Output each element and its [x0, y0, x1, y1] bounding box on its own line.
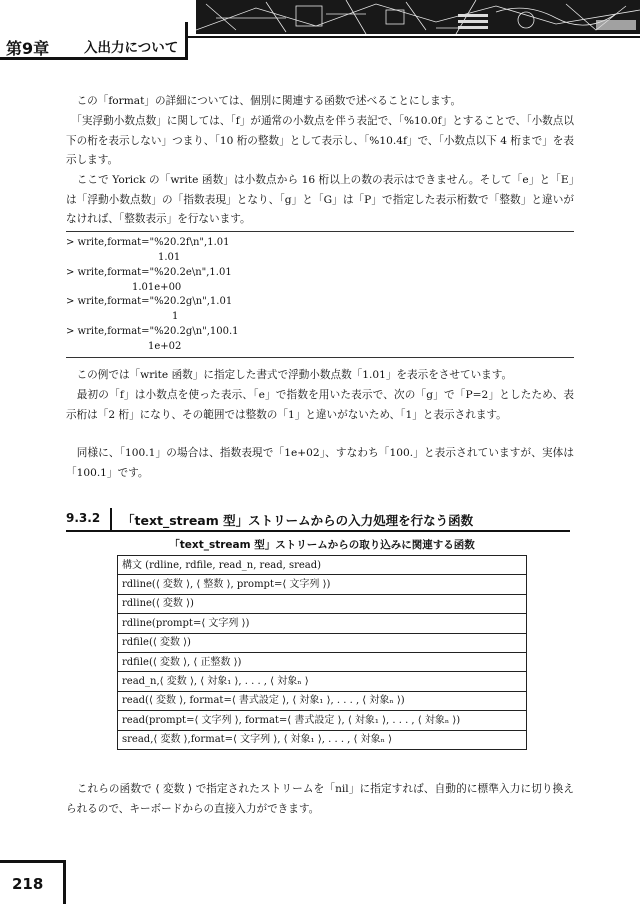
code-command-line: > write,format="%20.2e\n",1.01 [66, 267, 232, 278]
table-cell: read(⟨ 変数 ⟩, format=⟨ 書式設定 ⟩, ⟨ 対象₁ ⟩, . . . , ⟨ 対象ₙ ⟩) [118, 691, 527, 710]
table-cell: rdline(⟨ 変数 ⟩) [118, 594, 527, 613]
paragraph-format-result: 最初の「f」は小数点を使った表示、「e」で指数を用いた表示で、次の「g」で「P=2」としたため、表示桁は「2 桁」になり、その範囲では整数の「1」と違いがないため、「1」と表示されます。 [66, 389, 574, 421]
paragraph-format-intro: この「format」の詳細については、個別に関連する函数で述べることにします。 [66, 95, 462, 107]
paragraph-write-limits: ここで Yorick の「write 函数」は小数点から 16 桁以上の数の表示はできません。そして「e」と「E」は「浮動小数点数」の「指数表現」となり、「g」と「G」は「P」で指定した表示桁数で「整数」と違いがなければ、「整数表示」を行ないます。 [66, 174, 574, 226]
section-divider [110, 508, 112, 530]
page-number-box [0, 860, 66, 904]
section-number: 9.3.2 [66, 511, 101, 525]
code-command-line: > write,format="%20.2g\n",100.1 [66, 326, 239, 337]
table-cell: sread,⟨ 変数 ⟩,format=⟨ 文字列 ⟩, ⟨ 対象₁ ⟩, . . . , ⟨ 対象ₙ ⟩ [118, 730, 527, 749]
code-command-line: > write,format="%20.2f\n",1.01 [66, 237, 230, 248]
page-number: 218 [12, 875, 44, 893]
table-cell: rdline(⟨ 変数 ⟩, ⟨ 整数 ⟩, prompt=⟨ 文字列 ⟩) [118, 575, 527, 594]
table-row [118, 575, 527, 594]
header-illustration [196, 0, 640, 34]
paragraph-example-explanation: この例では「write 函数」に指定した書式で浮動小数点数「1.01」を表示をさせています。 [66, 369, 513, 381]
table-cell: 構文 (rdline, rdfile, read_n, read, sread) [118, 556, 527, 575]
code-output-line: 1.01e+00 [132, 282, 182, 293]
table-row [118, 556, 527, 575]
table-row [118, 614, 527, 633]
table-row [118, 633, 527, 652]
section-title: 「text_stream 型」ストリームからの入力処理を行なう函数 [122, 513, 474, 528]
code-top-rule [66, 231, 574, 232]
paragraph-exponent-note: 同様に、「100.1」の場合は、指数表現で「1e+02」、すなわち「100.」と表示されていますが、実体は「100.1」です。 [66, 447, 574, 479]
code-bottom-rule [66, 357, 574, 358]
table-row [118, 672, 527, 691]
table-caption: 「text_stream 型」ストリームからの取り込みに関連する函数 [169, 539, 475, 551]
table-cell: read_n,⟨ 変数 ⟩, ⟨ 対象₁ ⟩, . . . , ⟨ 対象ₙ ⟩ [118, 672, 527, 691]
table-row [118, 730, 527, 749]
table-cell: read(prompt=⟨ 文字列 ⟩, format=⟨ 書式設定 ⟩, ⟨ 対象₁ ⟩, . . . , ⟨ 対象ₙ ⟩) [118, 711, 527, 730]
paragraph-nil-stream: これらの函数で ⟨ 変数 ⟩ で指定されたストリームを「nil」に指定すれば、自動的に標準入力に切り換えられるので、キーボードからの直接入力ができます。 [66, 783, 574, 815]
table-cell: rdfile(⟨ 変数 ⟩, ⟨ 正整数 ⟩) [118, 652, 527, 671]
chapter-title: 入出力について [84, 40, 179, 56]
code-output-line: 1 [172, 311, 179, 322]
table-cell: rdfile(⟨ 変数 ⟩) [118, 633, 527, 652]
function-table [117, 555, 527, 750]
chapter-tab [0, 22, 188, 60]
chapter-number: 第9章 [6, 39, 50, 58]
table-row [118, 594, 527, 613]
code-command-line: > write,format="%20.2g\n",1.01 [66, 296, 233, 307]
table-row [118, 652, 527, 671]
section-heading [66, 508, 570, 532]
table-row [118, 691, 527, 710]
table-row [118, 711, 527, 730]
paragraph-float-format: 「実浮動小数点数」に関しては、「f」が通常の小数点を伴う表記で、「%10.0f」とすることで、「小数点以下の桁を表示しない」つまり、「10 桁の整数」として表示し、「%10.4f」で、「小数点以下 4 桁まで」を表示します。 [66, 115, 574, 167]
code-output-line: 1.01 [158, 252, 181, 263]
code-output-line: 1e+02 [148, 341, 182, 352]
table-cell: rdline(prompt=⟨ 文字列 ⟩) [118, 614, 527, 633]
